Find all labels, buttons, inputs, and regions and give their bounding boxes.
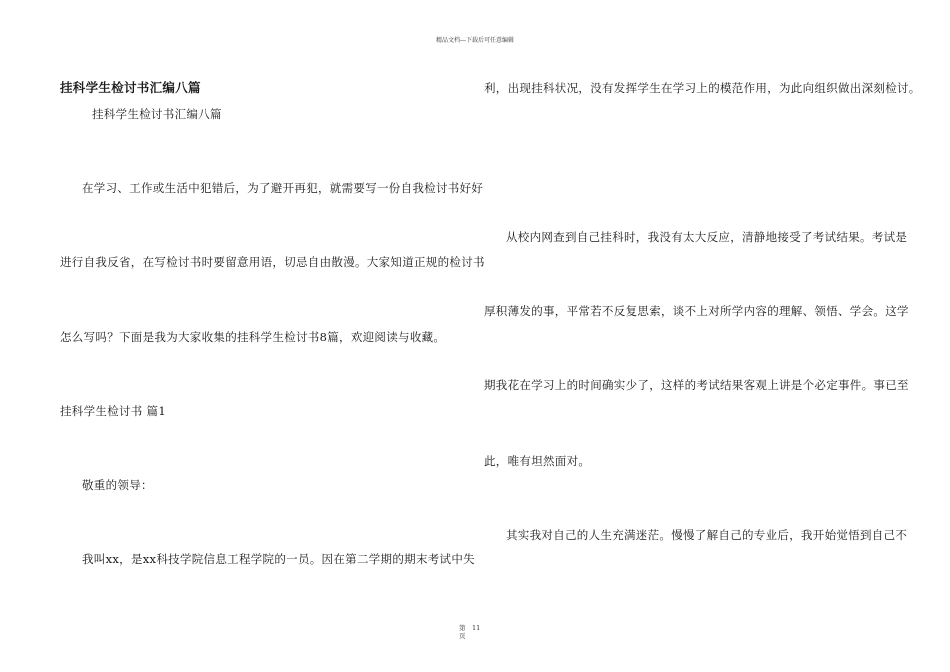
intro-line-3: 怎么写吗？下面是我为大家收集的挂科学生检讨书8篇，欢迎阅读与收藏。 xyxy=(60,330,446,344)
body-line-5: 此，唯有坦然面对。 xyxy=(484,454,591,468)
header-note: 精品文档---下载后可任意编辑 xyxy=(435,37,515,44)
body-line-3: 厚积薄发的事，平常若不反复思索，谈不上对所学内容的理解、领悟、学会。这学 xyxy=(484,304,909,318)
page-label-bottom: 页 xyxy=(459,632,466,640)
page-label-top: 第 xyxy=(459,624,466,632)
salutation: 敬重的领导： xyxy=(82,478,153,492)
continued-line: 利，出现挂科状况，没有发挥学生在学习上的模范作用，为此向组织做出深刻检讨。 xyxy=(484,81,921,95)
document-subtitle: 挂科学生检讨书汇编八篇 xyxy=(92,107,222,121)
body-line-6: 其实我对自己的人生充满迷茫。慢慢了解自己的专业后，我开始觉悟到自己不 xyxy=(506,528,908,542)
body-line-4: 期我花在学习上的时间确实少了，这样的考试结果客观上讲是个必定事件。事已至 xyxy=(484,378,909,392)
body-line-2: 从校内网查到自己挂科时，我没有太大反应，清静地接受了考试结果。考试是 xyxy=(506,230,908,244)
section-heading: 挂科学生检讨书 篇1 xyxy=(60,404,166,418)
document-title: 挂科学生检讨书汇编八篇 xyxy=(60,80,201,95)
page-number: 11 xyxy=(472,624,481,632)
page-footer xyxy=(459,624,481,640)
body-line-1: 我叫xx，是xx科技学院信息工程学院的一员。因在第二学期的期末考试中失 xyxy=(82,552,475,566)
intro-line-1: 在学习、工作或生活中犯错后，为了避开再犯，就需要写一份自我检讨书好好 xyxy=(82,181,484,195)
intro-line-2: 进行自我反省，在写检讨书时要留意用语，切忌自由散漫。大家知道正规的检讨书 xyxy=(60,255,485,269)
